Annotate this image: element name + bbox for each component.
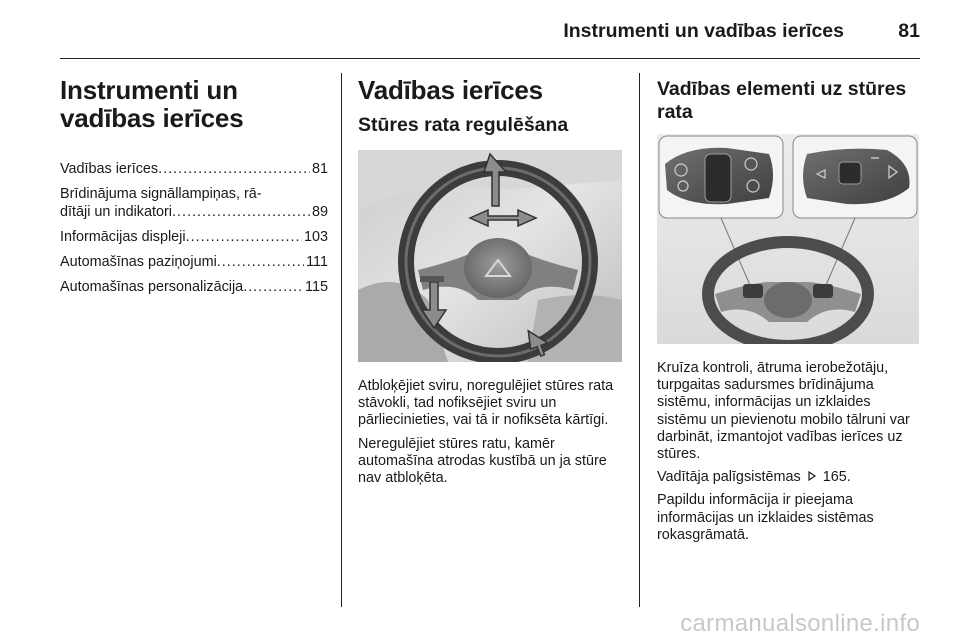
toc-entry[interactable]: Vadības ierīces ..... 81 — [60, 160, 328, 178]
chapter-contents-column — [60, 76, 328, 303]
watermark: carmanualsonline.info — [680, 610, 920, 637]
triangle-right-icon — [807, 471, 817, 481]
header-divider — [60, 58, 920, 59]
section-body — [657, 360, 922, 544]
steering-controls-illustration — [657, 134, 919, 344]
table-of-contents — [60, 160, 328, 296]
steering-controls-column — [657, 76, 922, 550]
header-title: Instrumenti un vadības ierīces — [563, 20, 844, 42]
chapter-title: Instrumenti un vadības ierīces — [60, 75, 244, 133]
steering-adjustment-column — [358, 76, 622, 493]
toc-entry[interactable]: Brīdinājuma signāllampiņas, rā- dītāji un indikatori ..... 89 — [60, 185, 328, 221]
paragraph: Atbloķējiet sviru, noregulējiet stūres rata stāvokli, tad nofiksējiet sviru un pārliecinieties, vai tā ir nofiksēta kārtīgi. — [358, 378, 614, 429]
section-body — [358, 378, 622, 487]
toc-entry[interactable]: Automašīnas paziņojumi ..... 111 — [60, 253, 328, 271]
page-number: 81 — [898, 20, 920, 42]
toc-entry[interactable]: Informācijas displeji ..... 103 — [60, 228, 328, 246]
toc-entry[interactable]: Automašīnas personalizācija ..... 115 — [60, 278, 328, 296]
paragraph: Papildu informācija ir pieejama informācijas un izklaides sistēmas rokasgrāmatā. — [657, 492, 874, 543]
section-title: Vadības elementi uz stūres rata — [657, 78, 907, 123]
subsection-title: Stūres rata regulēšana — [358, 114, 569, 136]
running-header — [60, 12, 920, 52]
cross-reference[interactable]: Vadītāja palīgsistēmas 165. — [657, 469, 851, 486]
column-divider-left — [341, 73, 342, 607]
paragraph: Kruīza kontroli, ātruma ierobežotāju, turpgaitas sadursmes brīdinājuma sistēmu, informācijas un izklaides sistēmu un pievienotu mobilo tālruni var darbināt, izmantojot vadības ierīces uz stūres. — [657, 360, 910, 463]
column-divider-right — [639, 73, 640, 607]
steering-adjustment-illustration — [358, 150, 622, 362]
paragraph: Neregulējiet stūres ratu, kamēr automašīna atrodas kustībā un ja stūre nav atbloķēta. — [358, 435, 607, 487]
section-title: Vadības ierīces — [358, 75, 543, 105]
